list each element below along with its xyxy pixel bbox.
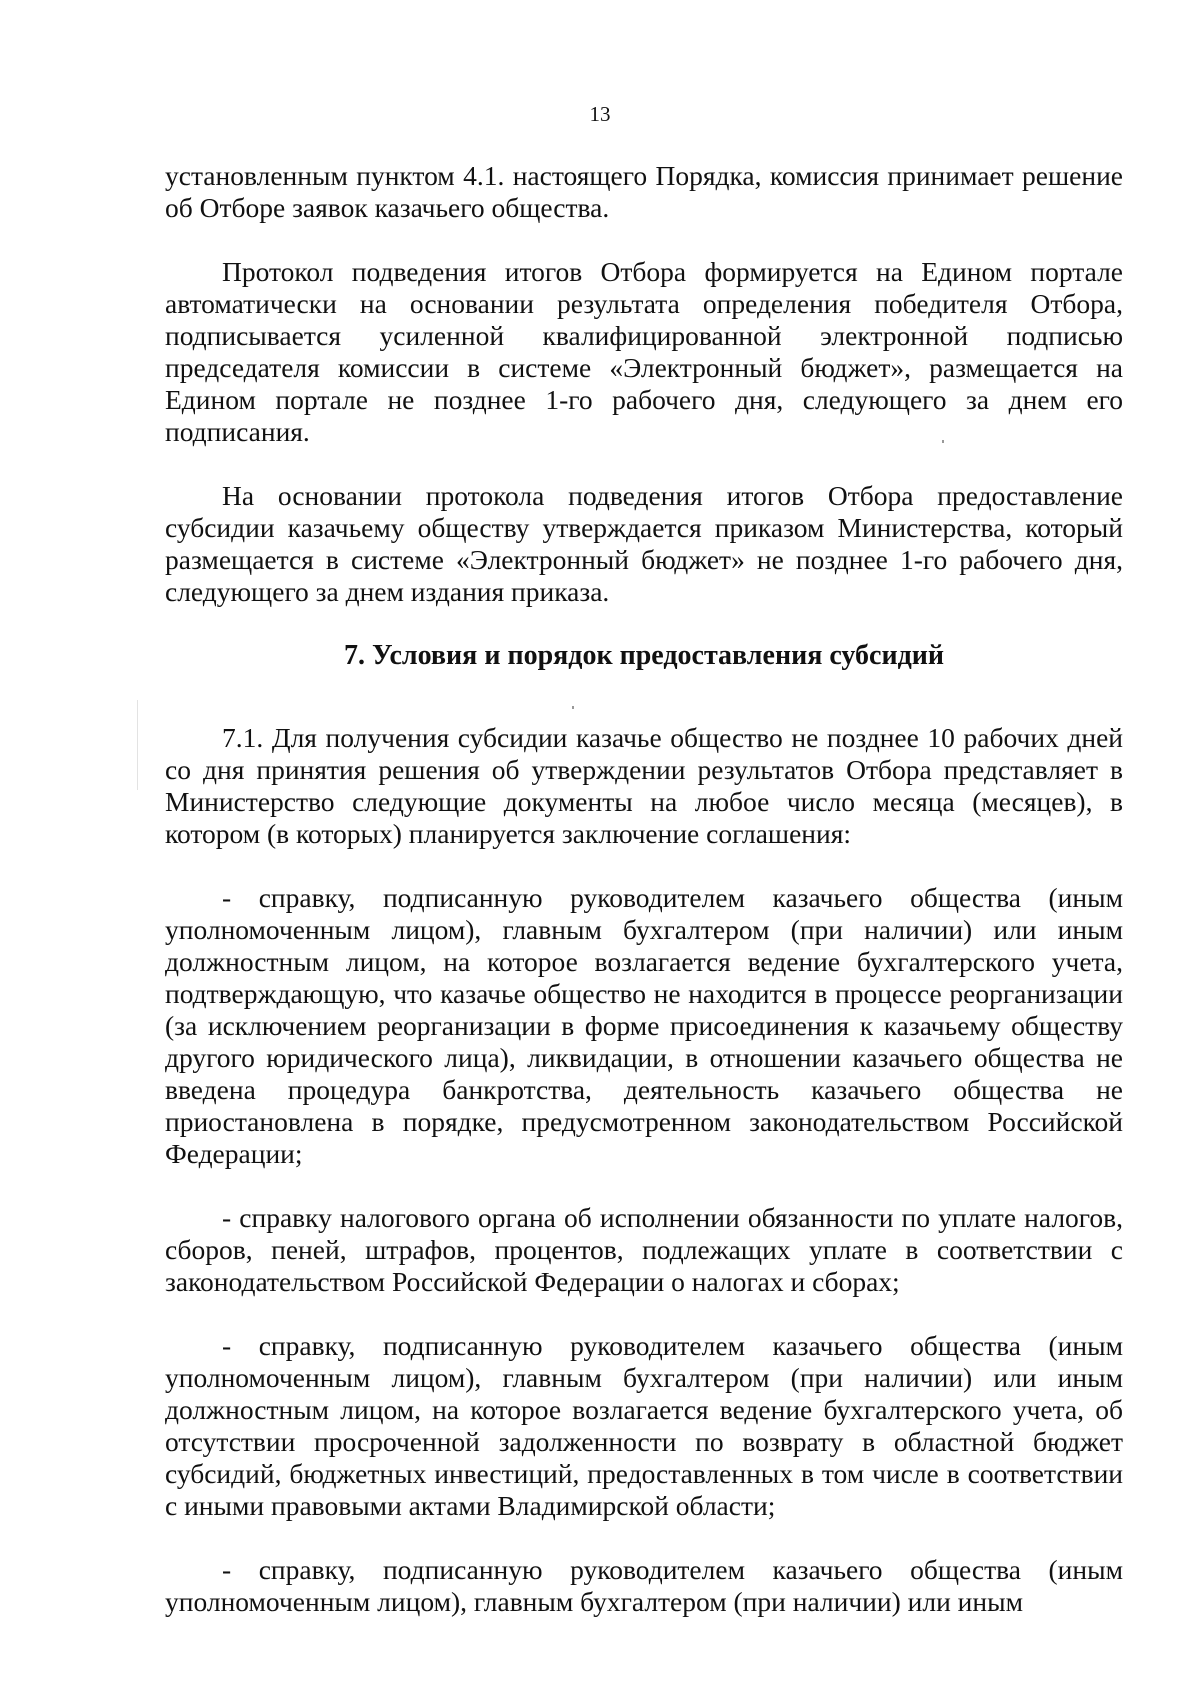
- list-item-debt-certificate: - справку, подписанную руководителем казачьего общества (иным уполномоченным лицом), главным бухгалтером (при наличии) или иным должностным лицом, на которое возлагается ведение бухгалтерского учета, об отсутствии просроченной задолженности по возврату в областной бюджет субсидий, бюджетных инвестиций, предоставленных в том числе в соответствии с иными правовыми актами Владимирской области;: [165, 1330, 1123, 1521]
- list-item-reorganization-certificate: - справку, подписанную руководителем казачьего общества (иным уполномоченным лицом), главным бухгалтером (при наличии) или иным должностным лицом, на которое возлагается ведение бухгалтерского учета, подтверждающую, что казачье общество не находится в процессе реорганизации (за исключением реорганизации в форме присоединения к казачьему обществу другого юридического лица), ликвидации, в отношении казачьего общества не введена процедура банкротства, деятельность казачьего общества не приостановлена в порядке, предусмотренном законодательством Российской Федерации;: [165, 882, 1123, 1169]
- paragraph-protocol: Протокол подведения итогов Отбора формируется на Едином портале автоматически на основании результата определения победителя Отбора, подписывается усиленной квалифицированной электронной подписью председателя комиссии в системе «Электронный бюджет», размещается на Едином портале не позднее 1-го рабочего дня, следующего за днем его подписания.: [165, 256, 1123, 447]
- page-number: 13: [589, 102, 611, 126]
- document-body: [165, 160, 1123, 1650]
- scan-artifact-line: [137, 700, 138, 790]
- paragraph-continuation: установленным пунктом 4.1. настоящего Порядка, комиссия принимает решение об Отборе заявок казачьего общества.: [165, 160, 1123, 223]
- paragraph-subsidy-approval: На основании протокола подведения итогов Отбора предоставление субсидии казачьему обществу утверждается приказом Министерства, который размещается в системе «Электронный бюджет» не позднее 1-го рабочего дня, следующего за днем издания приказа.: [165, 480, 1123, 607]
- section-heading: 7. Условия и порядок предоставления субсидий: [343, 640, 945, 671]
- paragraph-7-1: 7.1. Для получения субсидии казачье общество не позднее 10 рабочих дней со дня принятия решения об утверждении результатов Отбора представляет в Министерство следующие документы на любое число месяца (месяцев), в котором (в которых) планируется заключение соглашения:: [165, 722, 1123, 849]
- list-item-signed-certificate: - справку, подписанную руководителем казачьего общества (иным уполномоченным лицом), главным бухгалтером (при наличии) или иным: [165, 1554, 1123, 1617]
- list-item-tax-certificate: - справку налогового органа об исполнении обязанности по уплате налогов, сборов, пеней, штрафов, процентов, подлежащих уплате в соответствии с законодательством Российской Федерации о налогах и сборах;: [165, 1202, 1123, 1297]
